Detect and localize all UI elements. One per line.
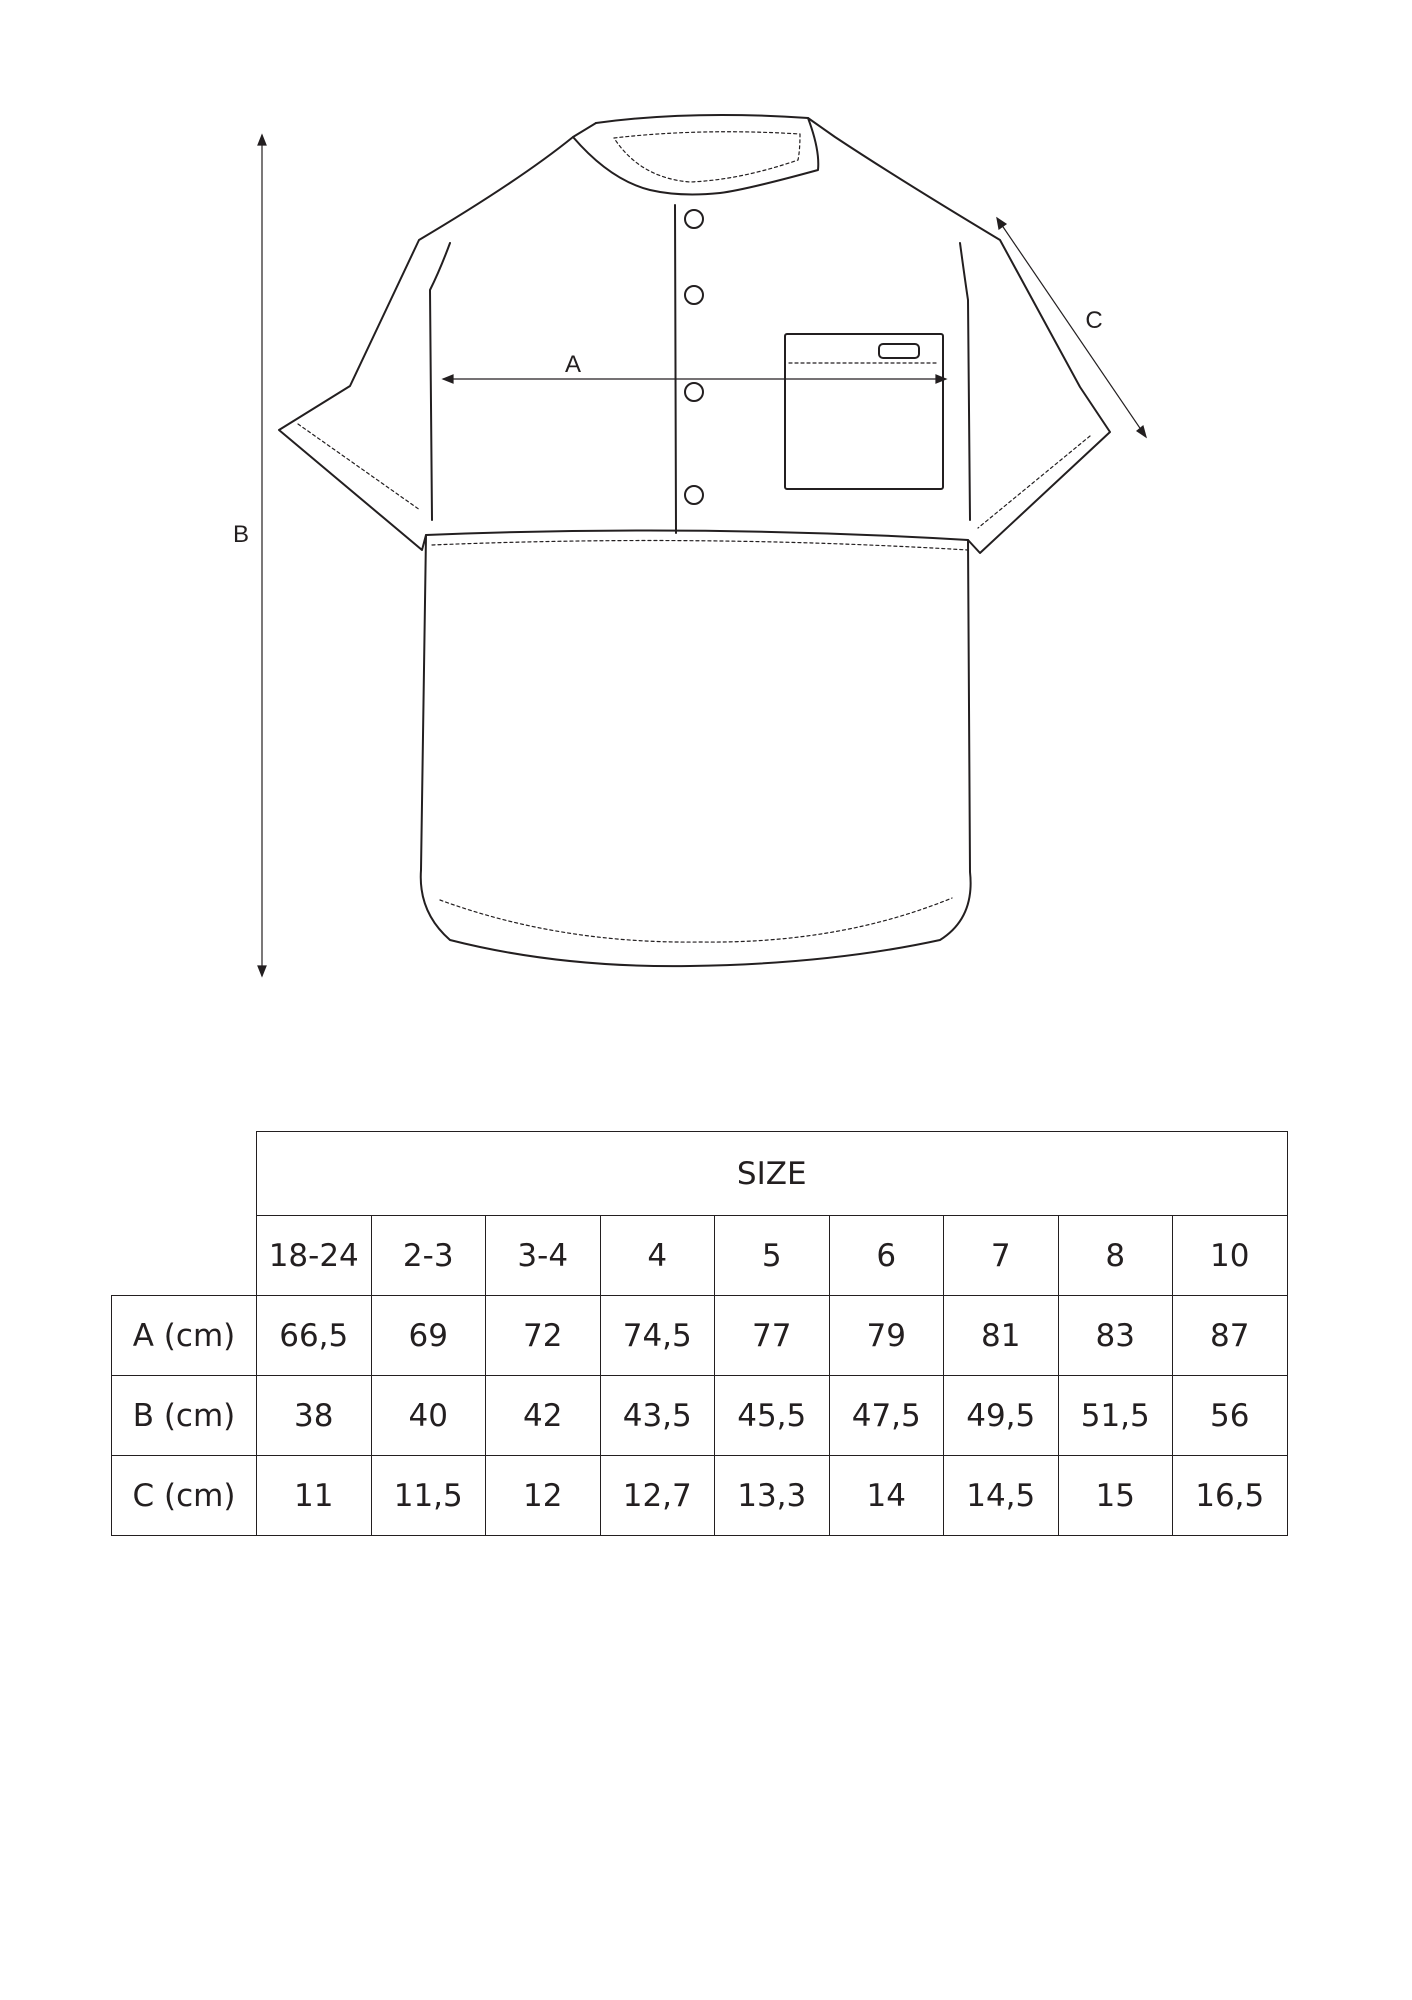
- measurement-value-cell: 87: [1173, 1296, 1288, 1376]
- measurement-value-cell: 81: [944, 1296, 1059, 1376]
- size-label-cell: 8: [1058, 1216, 1173, 1296]
- measurement-value-cell: 83: [1058, 1296, 1173, 1376]
- shirt-outline: [279, 118, 1110, 966]
- measurement-value-cell: 72: [486, 1296, 601, 1376]
- size-label-cell: 7: [944, 1216, 1059, 1296]
- measurement-value-cell: 77: [715, 1296, 830, 1376]
- table-row: [112, 1376, 1288, 1456]
- size-label-cell: 18-24: [257, 1216, 372, 1296]
- measurement-value-cell: 12,7: [600, 1456, 715, 1536]
- measurement-value-cell: 13,3: [715, 1456, 830, 1536]
- dim-label-a: A: [564, 351, 582, 378]
- measurement-value-cell: 14: [829, 1456, 944, 1536]
- size-label-cell: 6: [829, 1216, 944, 1296]
- measurement-label-cell: C (cm): [112, 1456, 257, 1536]
- button: [685, 486, 703, 504]
- measurement-value-cell: 74,5: [600, 1296, 715, 1376]
- collar: [573, 115, 818, 195]
- size-label-cell: 2-3: [371, 1216, 486, 1296]
- button: [685, 383, 703, 401]
- size-label-cell: 4: [600, 1216, 715, 1296]
- measurement-value-cell: 45,5: [715, 1376, 830, 1456]
- placket: [675, 205, 676, 533]
- size-header: SIZE: [257, 1132, 1288, 1216]
- measurement-value-cell: 79: [829, 1296, 944, 1376]
- measurement-value-cell: 12: [486, 1456, 601, 1536]
- measurement-value-cell: 14,5: [944, 1456, 1059, 1536]
- measurement-value-cell: 49,5: [944, 1376, 1059, 1456]
- measurement-label-cell: A (cm): [112, 1296, 257, 1376]
- size-header-row: [112, 1132, 1288, 1216]
- chest-pocket: [785, 334, 943, 489]
- pocket-tab: [879, 344, 919, 358]
- measurement-value-cell: 38: [257, 1376, 372, 1456]
- button: [685, 210, 703, 228]
- measurement-value-cell: 15: [1058, 1456, 1173, 1536]
- measurement-value-cell: 56: [1173, 1376, 1288, 1456]
- measurement-value-cell: 40: [371, 1376, 486, 1456]
- button: [685, 286, 703, 304]
- size-label-cell: 5: [715, 1216, 830, 1296]
- size-labels-row: [112, 1216, 1288, 1296]
- measurement-value-cell: 42: [486, 1376, 601, 1456]
- dim-label-c: C: [1085, 307, 1103, 334]
- measurement-value-cell: 11: [257, 1456, 372, 1536]
- measurement-value-cell: 66,5: [257, 1296, 372, 1376]
- measurement-value-cell: 69: [371, 1296, 486, 1376]
- size-chart-table: [111, 1131, 1288, 1536]
- measure-line-c: [997, 218, 1146, 437]
- measurement-value-cell: 47,5: [829, 1376, 944, 1456]
- yoke-seam: [426, 531, 968, 540]
- dim-label-b: B: [232, 521, 250, 548]
- measurement-value-cell: 11,5: [371, 1456, 486, 1536]
- table-row: [112, 1456, 1288, 1536]
- table-row: [112, 1296, 1288, 1376]
- measurement-label-cell: B (cm): [112, 1376, 257, 1456]
- measurement-value-cell: 43,5: [600, 1376, 715, 1456]
- measurement-value-cell: 16,5: [1173, 1456, 1288, 1536]
- measurement-value-cell: 51,5: [1058, 1376, 1173, 1456]
- size-label-cell: 10: [1173, 1216, 1288, 1296]
- size-label-cell: 3-4: [486, 1216, 601, 1296]
